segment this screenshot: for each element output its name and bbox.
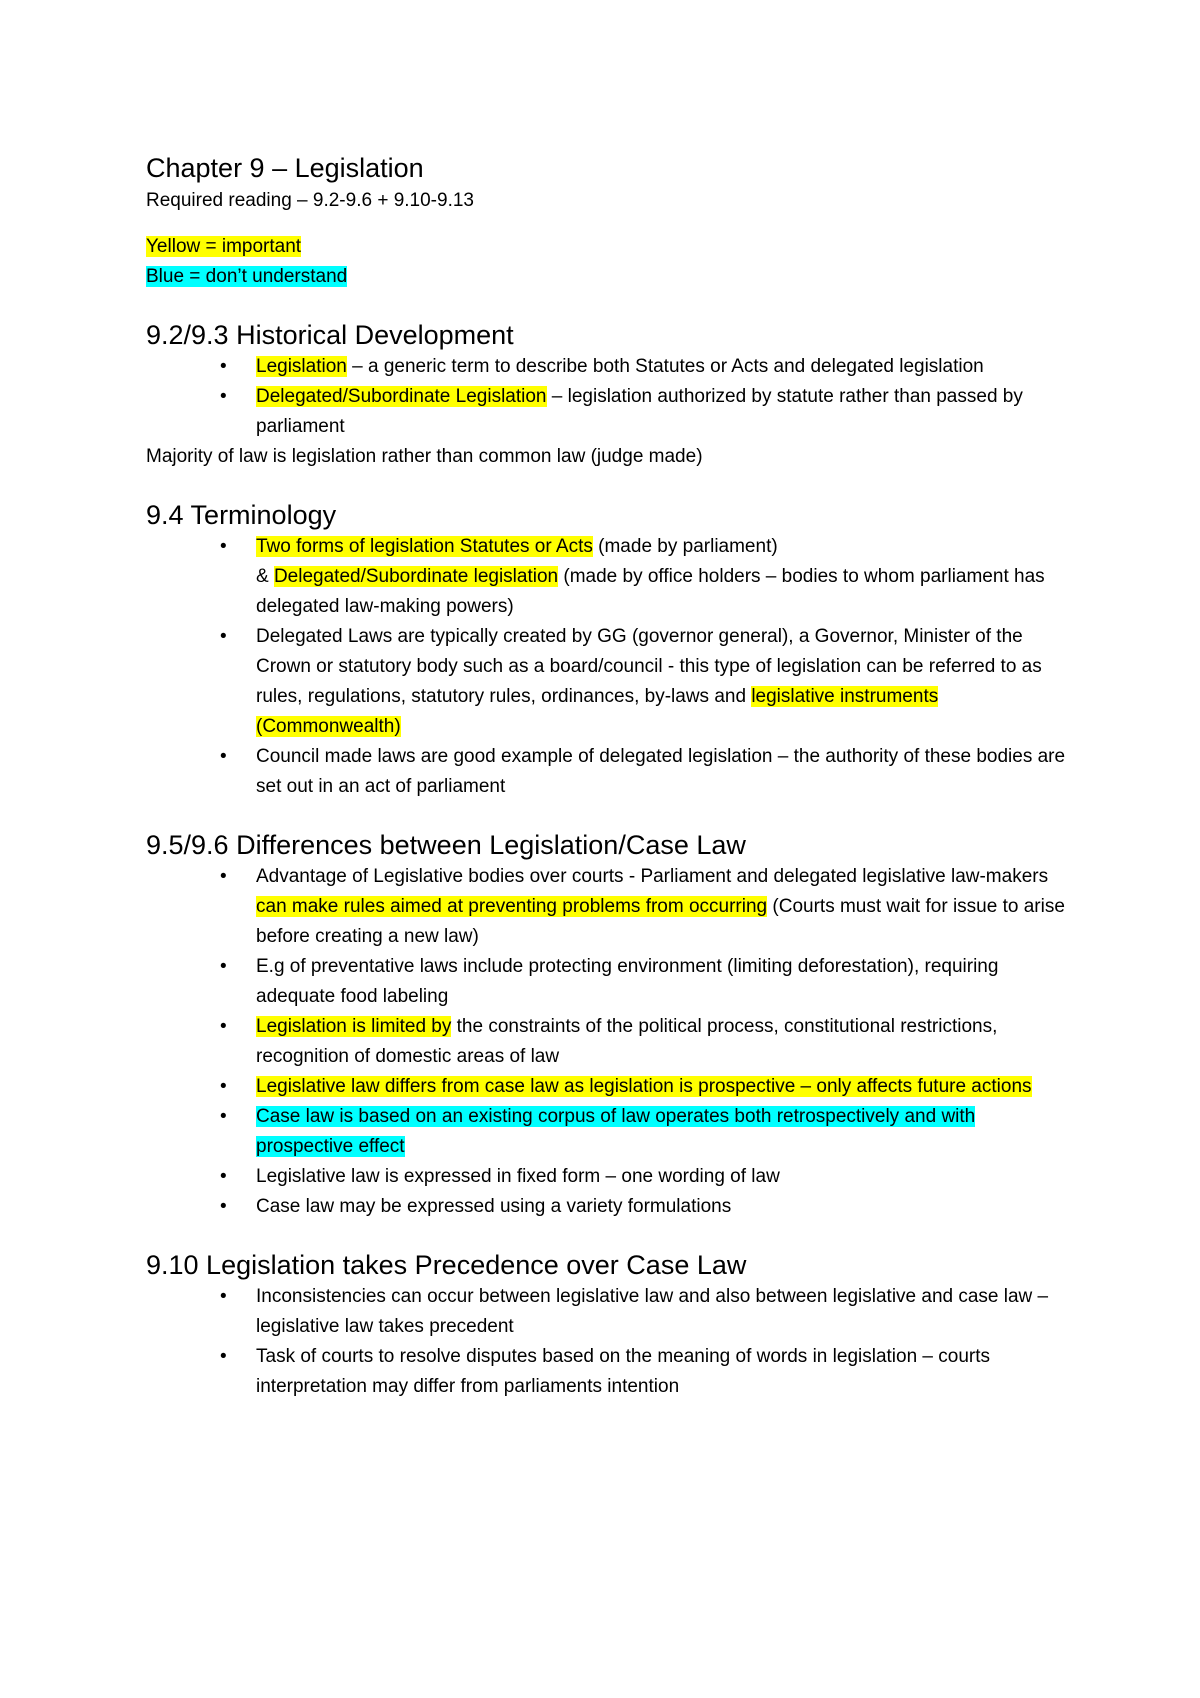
bullet-icon: • — [220, 1016, 227, 1037]
section-heading: 9.10 Legislation takes Precedence over Case Law — [146, 1250, 747, 1280]
list-item — [146, 382, 1076, 442]
section-heading: 9.4 Terminology — [146, 500, 337, 530]
document-content — [146, 150, 1076, 1402]
highlight-important: can make rules aimed at preventing problems from occurring — [256, 896, 768, 917]
section-terminology — [146, 498, 1076, 802]
bullet-icon: • — [220, 626, 227, 647]
bullet-list — [146, 352, 1076, 442]
section-differences — [146, 828, 1076, 1222]
bullet-icon: • — [220, 1106, 227, 1127]
list-item — [146, 1192, 1076, 1222]
highlight-legend — [146, 232, 1076, 292]
list-item — [146, 742, 1076, 802]
list-item-text: Delegated Laws are typically created by GG (governor general), a Governor, Minister of the Crown or statutory body such as a board/council - this type of legislation can be referred to as rules, regulations, statutory rules, ordinances, by-laws and — [256, 626, 1042, 707]
bullet-list — [146, 532, 1076, 802]
list-item — [146, 1282, 1076, 1342]
list-item — [146, 1342, 1076, 1402]
bullet-icon: • — [220, 356, 227, 377]
highlight-important: Legislative law differs from case law as legislation is prospective – only affects future actions — [256, 1076, 1032, 1097]
list-item-text: Legislative law is expressed in fixed form – one wording of law — [256, 1166, 780, 1187]
list-item — [146, 1072, 1076, 1102]
paragraph: Majority of law is legislation rather than common law (judge made) — [146, 446, 703, 467]
list-item-text: Advantage of Legislative bodies over courts - Parliament and delegated legislative law-makers — [256, 866, 1049, 887]
list-item-text: – legislation authorized by statute rather than passed by parliament — [256, 386, 1023, 437]
list-item — [146, 352, 1076, 382]
legend-blue: Blue = don’t understand — [146, 266, 348, 287]
section-precedence — [146, 1248, 1076, 1402]
section-heading: 9.5/9.6 Differences between Legislation/Case Law — [146, 830, 746, 860]
list-item — [146, 1012, 1076, 1072]
highlight-important: Delegated/Subordinate legislation — [273, 566, 559, 587]
list-item — [146, 862, 1076, 952]
bullet-icon: • — [220, 1286, 227, 1307]
list-item — [146, 532, 1076, 622]
list-item — [146, 952, 1076, 1012]
highlight-important: Delegated/Subordinate Legislation — [256, 386, 547, 407]
list-item — [146, 622, 1076, 742]
list-item-text: (made by office holders – bodies to whom parliament has delegated law-making powers) — [256, 566, 1045, 617]
list-item-text: (made by parliament) — [592, 536, 778, 557]
bullet-icon: • — [220, 956, 227, 977]
highlight-dont-understand: Case law is based on an existing corpus of law operates both retrospectively and with prospective effect — [256, 1106, 976, 1157]
bullet-icon: • — [220, 1346, 227, 1367]
list-item-text: E.g of preventative laws include protecting environment (limiting deforestation), requiring adequate food labeling — [256, 956, 999, 1007]
list-item — [146, 1162, 1076, 1192]
bullet-icon: • — [220, 1076, 227, 1097]
bullet-list — [146, 862, 1076, 1222]
list-item-text: the constraints of the political process, constitutional restrictions, recognition of domestic areas of law — [256, 1016, 998, 1067]
list-item — [146, 1102, 1076, 1162]
highlight-important: Two forms of legislation Statutes or Acts — [256, 536, 593, 557]
bullet-icon: • — [220, 866, 227, 887]
list-item-text: Task of courts to resolve disputes based on the meaning of words in legislation – courts interpretation may differ from parliaments intention — [256, 1346, 991, 1397]
page-title: Chapter 9 – Legislation — [146, 153, 424, 183]
bullet-list — [146, 1282, 1076, 1402]
bullet-icon: • — [220, 1196, 227, 1217]
highlight-important: legislative instruments (Commonwealth) — [256, 686, 939, 737]
section-heading: 9.2/9.3 Historical Development — [146, 320, 514, 350]
list-item-text: – a generic term to describe both Statutes or Acts and delegated legislation — [346, 356, 984, 377]
list-item-text: Inconsistencies can occur between legislative law and also between legislative and case law – legislative law takes precedent — [256, 1286, 1049, 1337]
bullet-icon: • — [220, 746, 227, 767]
bullet-icon: • — [220, 1166, 227, 1187]
bullet-icon: • — [220, 386, 227, 407]
list-item-text: Council made laws are good example of delegated legislation – the authority of these bodies are set out in an act of parliament — [256, 746, 1066, 797]
list-item-text: & — [256, 566, 274, 587]
list-item-text: Case law may be expressed using a variety formulations — [256, 1196, 732, 1217]
highlight-important: Legislation — [256, 356, 347, 377]
highlight-important: Legislation is limited by — [256, 1016, 452, 1037]
section-historical-development — [146, 318, 1076, 472]
list-item-text: (Courts must wait for issue to arise before creating a new law) — [256, 896, 1065, 947]
legend-yellow: Yellow = important — [146, 236, 302, 257]
required-reading: Required reading – 9.2-9.6 + 9.10-9.13 — [146, 190, 474, 211]
bullet-icon: • — [220, 536, 227, 557]
